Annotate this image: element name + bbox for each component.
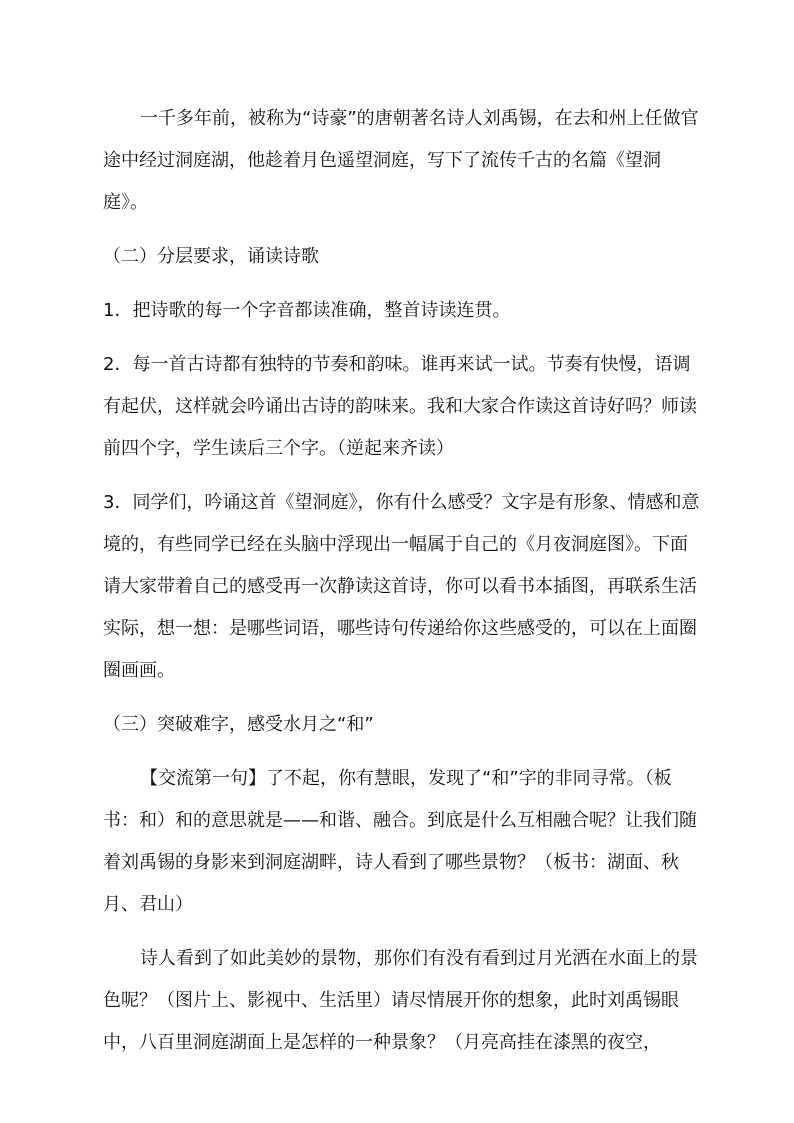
exchange-paragraph: 【交流第一句】了不起，你有慧眼，发现了“和”字的非同寻常。（板书：和）和的意思就是——和谐、融合。到底是什么互相融合呢？让我们随着刘禹锡的身影来到洞庭湖畔，诗人看到了哪些景物？（板书：湖面、秋月、君山） <box>103 768 697 915</box>
document-body <box>103 98 703 1064</box>
list-item-2: 2．每一首古诗都有独特的节奏和韵味。谁再来试一试。节奏有快慢，语调有起伏，这样就会吟诵出古诗的韵味来。我和大家合作读这首诗好吗？师读前四个字，学生读后三个字。（逆起来齐读） <box>103 354 697 459</box>
section-heading-3: （三）突破难字，感受水月之“和” <box>103 714 374 735</box>
list-item-3: 3．同学们，吟诵这首《望洞庭》，你有什么感受？文字是有形象、情感和意境的，有些同学已经在头脑中浮现出一幅属于自己的《月夜洞庭图》。下面请大家带着自己的感受再一次静读这首诗，你可以看书本插图，再联系生活实际，想一想：是哪些词语，哪些诗句传递给你这些感受的，可以在上面圈圈画画。 <box>103 492 700 681</box>
intro-paragraph: 一千多年前，被称为“诗豪”的唐朝著名诗人刘禹锡，在去和州上任做官途中经过洞庭湖，他趁着月色遥望洞庭，写下了流传千古的名篇《望洞庭》。 <box>103 108 699 213</box>
list-item-1: 1．把诗歌的每一个字音都读准确，整首诗读连贯。 <box>103 300 511 321</box>
imagination-paragraph: 诗人看到了如此美妙的景物，那你们有没有看到过月光洒在水面上的景色呢？（图片上、影视中、生活里）请尽情展开你的想象，此时刘禹锡眼中，八百里洞庭湖面上是怎样的一种景象？（月亮高挂在漆黑的夜空， <box>103 948 698 1053</box>
section-heading-2: （二）分层要求，诵读诗歌 <box>103 246 319 267</box>
